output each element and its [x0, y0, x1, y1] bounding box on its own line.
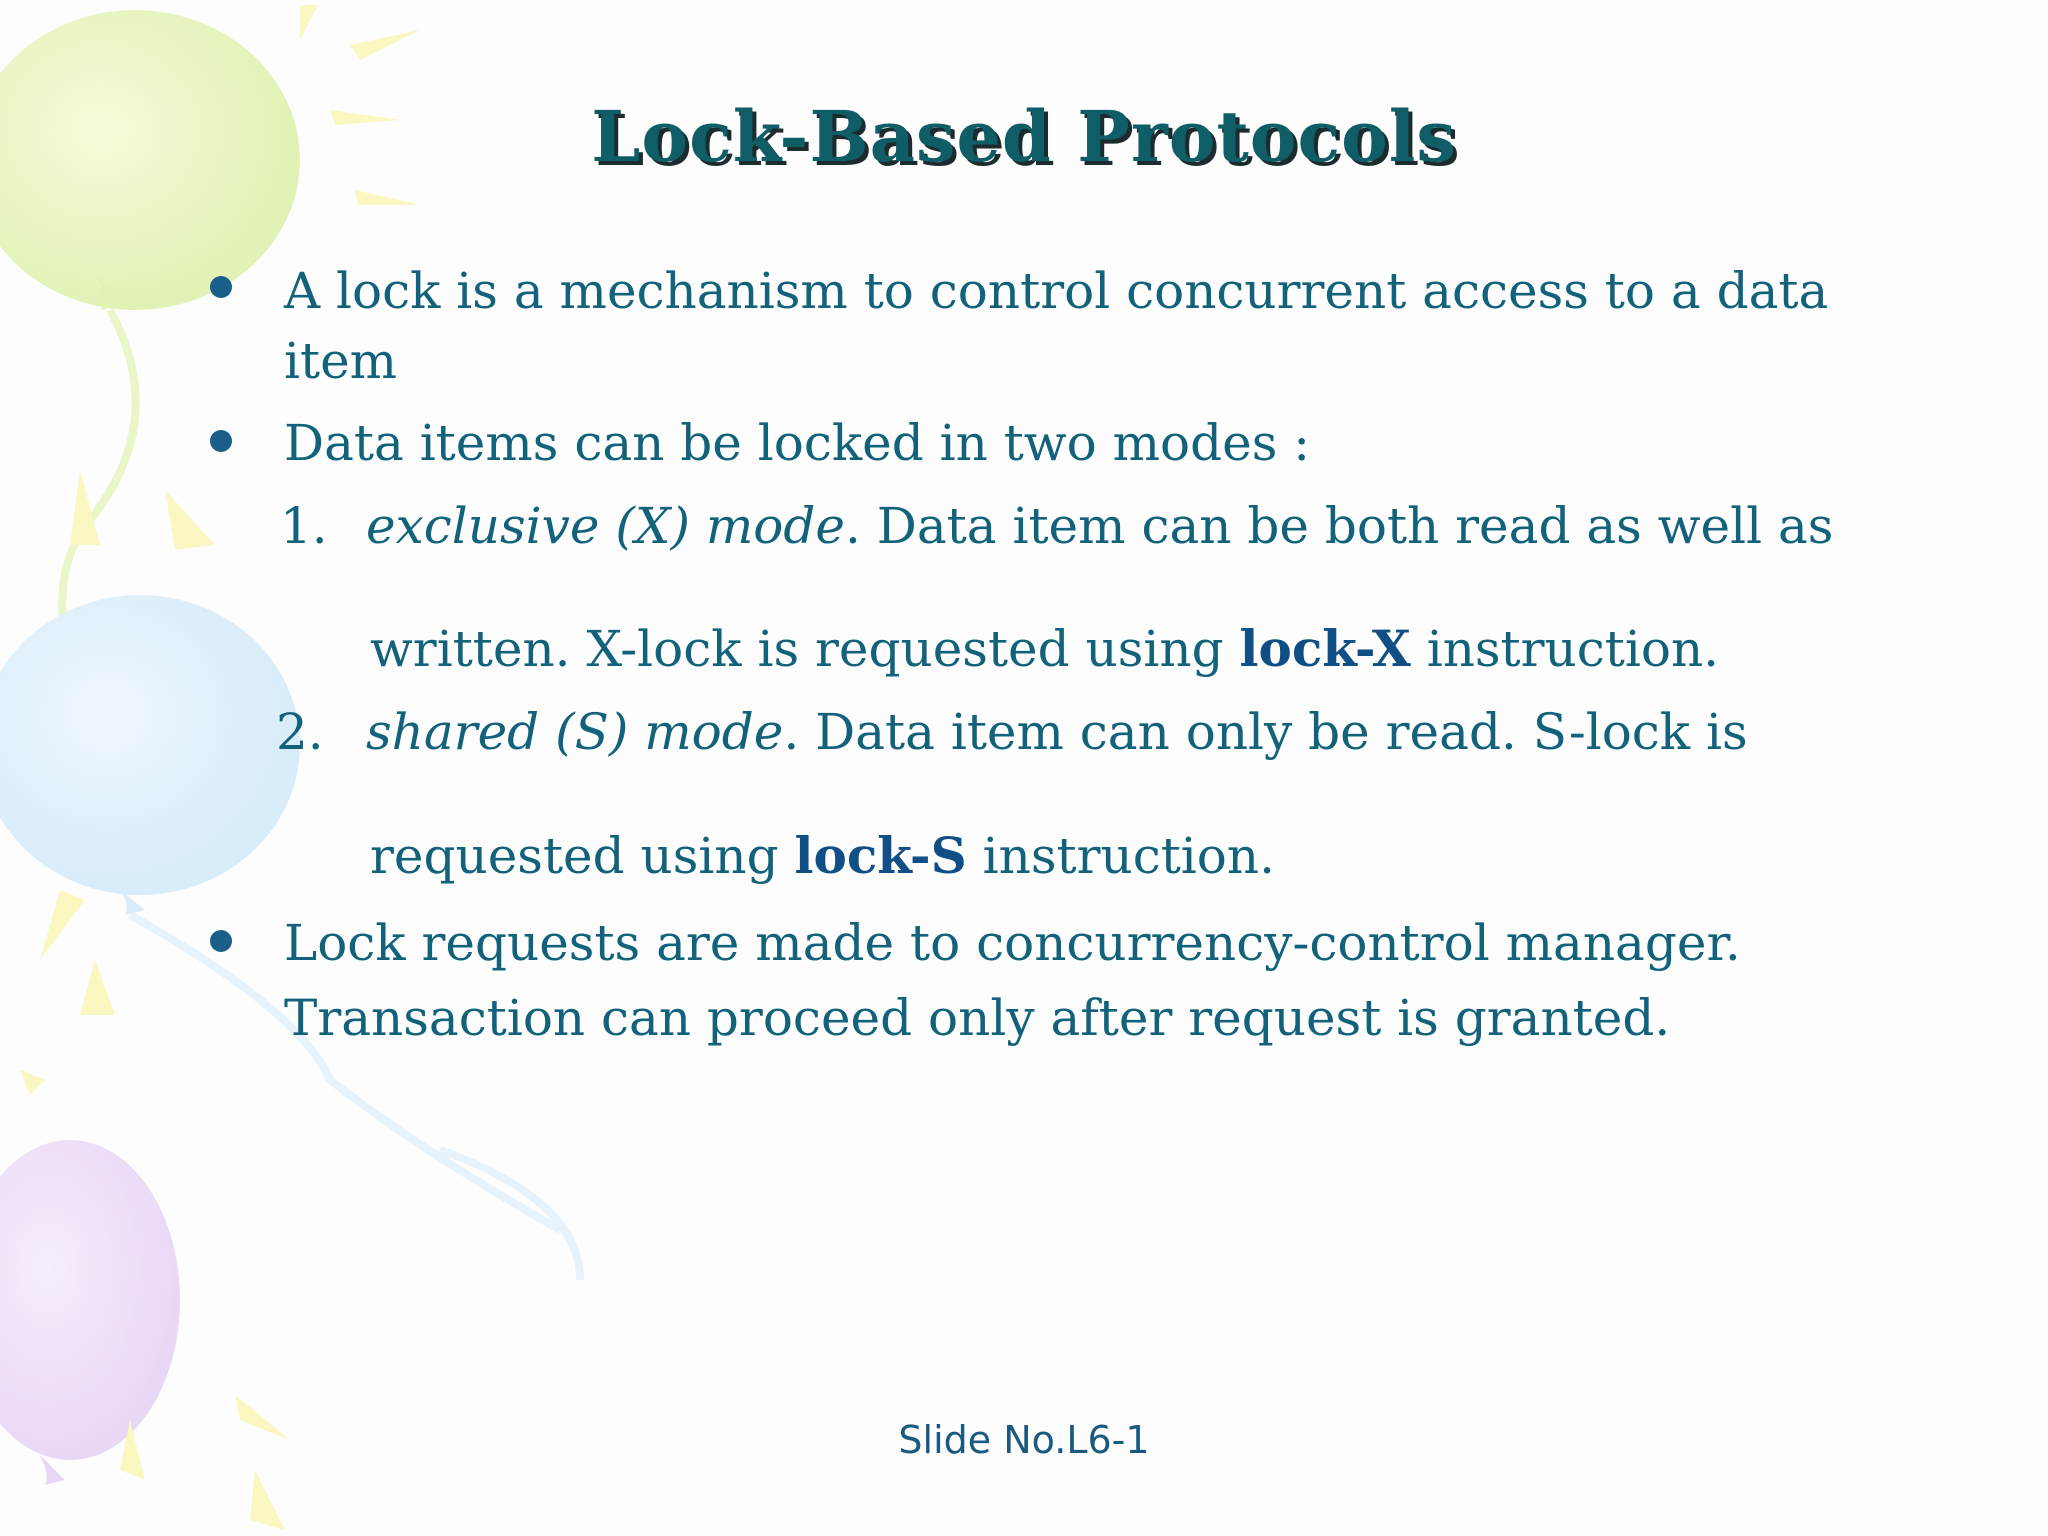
mode-2-cont-prefix: requested using: [370, 827, 795, 885]
mode-2-instruction: lock-S: [794, 826, 967, 885]
mode-2-desc: . Data item can only be read. S-lock is: [783, 703, 1748, 761]
bullet-3-line-1: Lock requests are made to concurrency-control manager.: [284, 914, 1741, 972]
mode-2-cont-suffix: instruction.: [966, 827, 1275, 885]
mode-1-cont-suffix: instruction.: [1410, 620, 1720, 678]
mode-1-desc: . Data item can be both read as well as: [844, 497, 1834, 555]
mode-1-name: exclusive (X) mode: [366, 497, 845, 555]
slide-number: Slide No.L6-1: [898, 1418, 1150, 1462]
mode-2-name: shared (S) mode: [366, 703, 784, 761]
bullet-dot-icon: [210, 430, 232, 452]
mode-1-line-2: [370, 619, 1720, 678]
bullet-3-line-2: Transaction can proceed only after request is granted.: [284, 989, 1671, 1047]
mode-1-cont-prefix: written. X-lock is requested using: [370, 620, 1240, 678]
mode-1-instruction: lock-X: [1239, 619, 1411, 678]
bullet-dot-icon: [210, 276, 232, 298]
mode-1-number: 1.: [280, 497, 328, 555]
bullet-2-line-1: Data items can be locked in two modes :: [284, 414, 1311, 472]
mode-2-line-2: [370, 826, 1275, 885]
mode-2-line-1: [366, 703, 1748, 761]
bullet-1-line-1: A lock is a mechanism to control concurrent access to a data: [284, 262, 1829, 320]
mode-1-line-1: [366, 497, 1834, 555]
bullet-1-line-2: item: [284, 332, 398, 390]
bullet-dot-icon: [210, 930, 232, 952]
mode-2-number: 2.: [276, 703, 324, 761]
slide-title: Lock-Based Protocols: [591, 95, 1457, 178]
